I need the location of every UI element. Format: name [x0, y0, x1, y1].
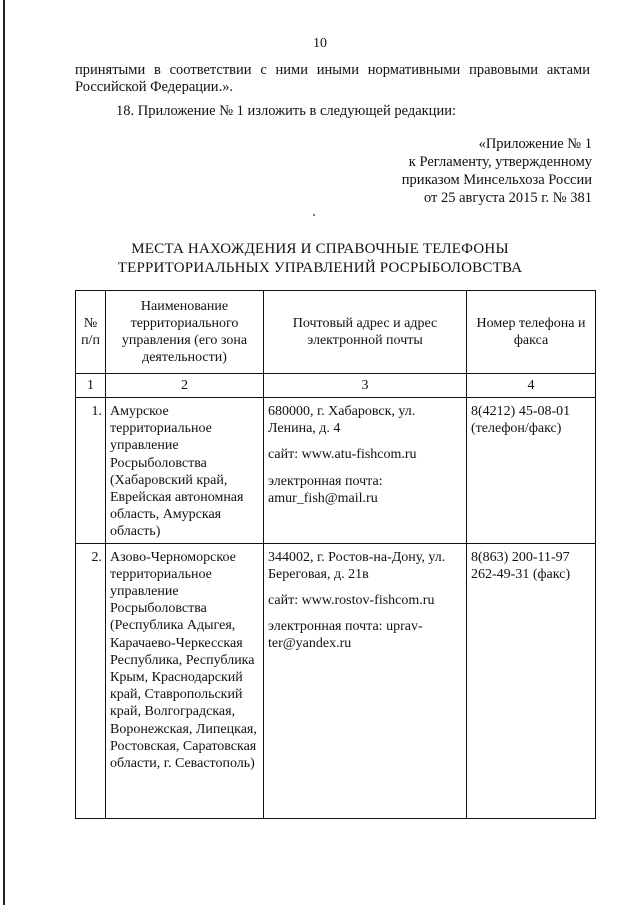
email: электронная почта: uprav-ter@yandex.ru	[268, 619, 423, 652]
column-number: 2	[106, 374, 264, 398]
postal-address: 344002, г. Ростов-на-Дону, ул. Береговая, д. 21в	[268, 549, 446, 582]
row-number: 2.	[76, 543, 106, 818]
email: электронная почта: amur_fish@mail.ru	[268, 473, 383, 506]
document-title-line-2: ТЕРРИТОРИАЛЬНЫХ УПРАВЛЕНИЙ РОСРЫБОЛОВСТВА	[117, 260, 523, 276]
column-number: 4	[467, 374, 596, 398]
office-name: Амурское территориальное управление Росрыболовства (Хабаровский край, Еврейская автономная область, Амурская область)	[106, 398, 264, 544]
column-number: 1	[76, 374, 106, 398]
table-row	[76, 398, 596, 544]
phone-number: 8(863) 200-11-97	[471, 549, 570, 565]
scan-speck	[313, 214, 315, 216]
appendix-line-date: от 25 августа 2015 г. № 381	[423, 190, 592, 206]
header-address: Почтовый адрес и адрес электронной почты	[264, 291, 467, 374]
fax-number: 262-49-31 (факс)	[471, 566, 571, 582]
row-number: 1.	[76, 398, 106, 544]
intro-paragraph-continuation: принятыми в соответствии с ними иными нормативными правовыми актами Российской Федерации.».	[75, 62, 590, 95]
column-number-row	[76, 374, 596, 398]
header-office-name: Наименование территориального управления (его зона деятельности)	[106, 291, 264, 374]
page-number: 10	[313, 36, 327, 51]
intro-paragraph-item-18: 18. Приложение № 1 изложить в следующей редакции:	[116, 103, 456, 119]
phone-number: 8(4212) 45-08-01	[471, 404, 571, 419]
office-phones	[467, 398, 596, 544]
office-contacts	[264, 543, 467, 818]
scan-left-border	[3, 0, 5, 905]
territorial-offices-table	[75, 290, 596, 819]
column-number: 3	[264, 374, 467, 398]
website: сайт: www.atu-fishcom.ru	[268, 447, 417, 463]
table-header-row	[76, 291, 596, 374]
header-phone: Номер телефона и факса	[467, 291, 596, 374]
table-row	[76, 543, 596, 818]
office-contacts	[264, 398, 467, 544]
appendix-line-regulation: к Регламенту, утвержденному	[408, 154, 592, 170]
postal-address: 680000, г. Хабаровск, ул. Ленина, д. 4	[268, 404, 416, 437]
phone-note: (телефон/факс)	[471, 421, 562, 437]
website: сайт: www.rostov-fishcom.ru	[268, 593, 435, 609]
header-number: № п/п	[76, 291, 106, 374]
document-title	[0, 240, 640, 278]
appendix-header	[402, 135, 592, 207]
document-title-line-1: МЕСТА НАХОЖДЕНИЯ И СПРАВОЧНЫЕ ТЕЛЕФОНЫ	[131, 241, 509, 257]
office-phones	[467, 543, 596, 818]
appendix-line-title: «Приложение № 1	[478, 136, 592, 152]
office-name: Азово-Черноморское территориальное управление Росрыболовства (Республика Адыгея, Карачаево-Черкесская Республика, Республика Крым, Краснодарский край, Ставропольский край, Волгоградская, Воронежская, Липецкая, Ростовская, Саратовская области, г. Севастополь)	[106, 543, 264, 818]
appendix-line-order: приказом Минсельхоза России	[401, 172, 592, 188]
